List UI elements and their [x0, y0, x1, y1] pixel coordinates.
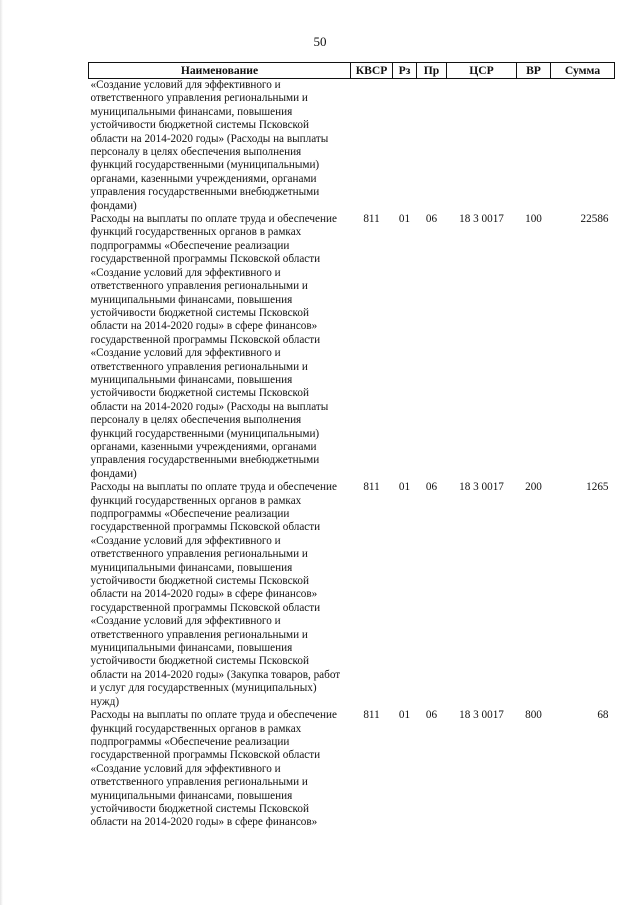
row-name: Расходы на выплаты по оплате труда и обеспечение функций государственных органов в рамках подпрограммы «Обеспечение реализации государственной программы Псковской области «Создание условий для эффективного и ответственного управления региональными и муниципальными финансами, повышения устойчивости бюджетной системы Псковской области на 2014-2020 годы» в сфере финансов»: [90, 709, 337, 829]
row-pr: 06: [425, 213, 438, 226]
table-row: [89, 213, 615, 481]
row-csr: 18 3 0017: [459, 481, 504, 494]
header-csr: ЦСР: [447, 63, 517, 79]
table-header-row: [89, 63, 615, 79]
row-kvsr: 811: [363, 213, 380, 226]
row-rz: [393, 79, 417, 214]
header-vr: ВР: [517, 63, 551, 79]
row-csr: 18 3 0017: [459, 213, 504, 226]
row-sum: [551, 79, 615, 214]
header-pr: Пр: [417, 63, 447, 79]
row-csr: 18 3 0017: [459, 709, 504, 722]
row-rz: 01: [398, 709, 411, 722]
header-rz: Рз: [393, 63, 417, 79]
row-kvsr: [351, 79, 393, 214]
row-kvsr: 811: [363, 481, 380, 494]
row-kvsr: 811: [363, 709, 380, 722]
row-sum: 68: [597, 709, 609, 722]
header-sum: Сумма: [551, 63, 615, 79]
row-csr: [447, 79, 517, 214]
row-rz: 01: [398, 481, 411, 494]
scan-edge: [0, 0, 3, 905]
row-vr: [517, 79, 551, 214]
row-name: Расходы на выплаты по оплате труда и обеспечение функций государственных органов в рамках подпрограммы «Обеспечение реализации государственной программы Псковской области «Создание условий для эффективного и ответственного управления региональными и муниципальными финансами, повышения устойчивости бюджетной системы Псковской области на 2014-2020 годы» в сфере финансов» государственной программы Псковской области «Создание условий для эффективного и ответственного управления региональными и муниципальными финансами, повышения устойчивости бюджетной системы Псковской области на 2014-2020 годы» (Закупка товаров, работ и услуг для государственных (муниципальных) нужд): [90, 481, 341, 708]
row-sum: 1265: [586, 481, 609, 494]
row-pr: 06: [425, 481, 438, 494]
header-name: Наименование: [89, 63, 351, 79]
row-sum: 22586: [580, 213, 609, 226]
row-name: Расходы на выплаты по оплате труда и обеспечение функций государственных органов в рамках подпрограммы «Обеспечение реализации государственной программы Псковской области «Создание условий для эффективного и ответственного управления региональными и муниципальными финансами, повышения устойчивости бюджетной системы Псковской области на 2014-2020 годы» в сфере финансов» государственной программы Псковской области «Создание условий для эффективного и ответственного управления региональными и муниципальными финансами, повышения устойчивости бюджетной системы Псковской области на 2014-2020 годы» (Расходы на выплаты персоналу в целях обеспечения выполнения функций государственными (муниципальными) органами, казенными учреждениями, органами управления государственными внебюджетными фондами): [90, 213, 337, 480]
row-name: «Создание условий для эффективного и ответственного управления региональными и муниципальными финансами, повышения устойчивости бюджетной системы Псковской области на 2014-2020 годы» (Расходы на выплаты персоналу в целях обеспечения выполнения функций государственными (муниципальными) органами, казенными учреждениями, органами управления государственными внебюджетными фондами): [90, 79, 329, 212]
table-row: [89, 481, 615, 709]
row-vr: 100: [525, 213, 542, 226]
row-rz: 01: [398, 213, 411, 226]
row-vr: 800: [525, 709, 542, 722]
budget-table: [88, 62, 615, 830]
table-row: [89, 709, 615, 830]
table-row: [89, 79, 615, 214]
page-number: 50: [313, 34, 327, 49]
row-pr: [417, 79, 447, 214]
row-pr: 06: [425, 709, 438, 722]
header-kvsr: КВСР: [351, 63, 393, 79]
row-vr: 200: [525, 481, 542, 494]
